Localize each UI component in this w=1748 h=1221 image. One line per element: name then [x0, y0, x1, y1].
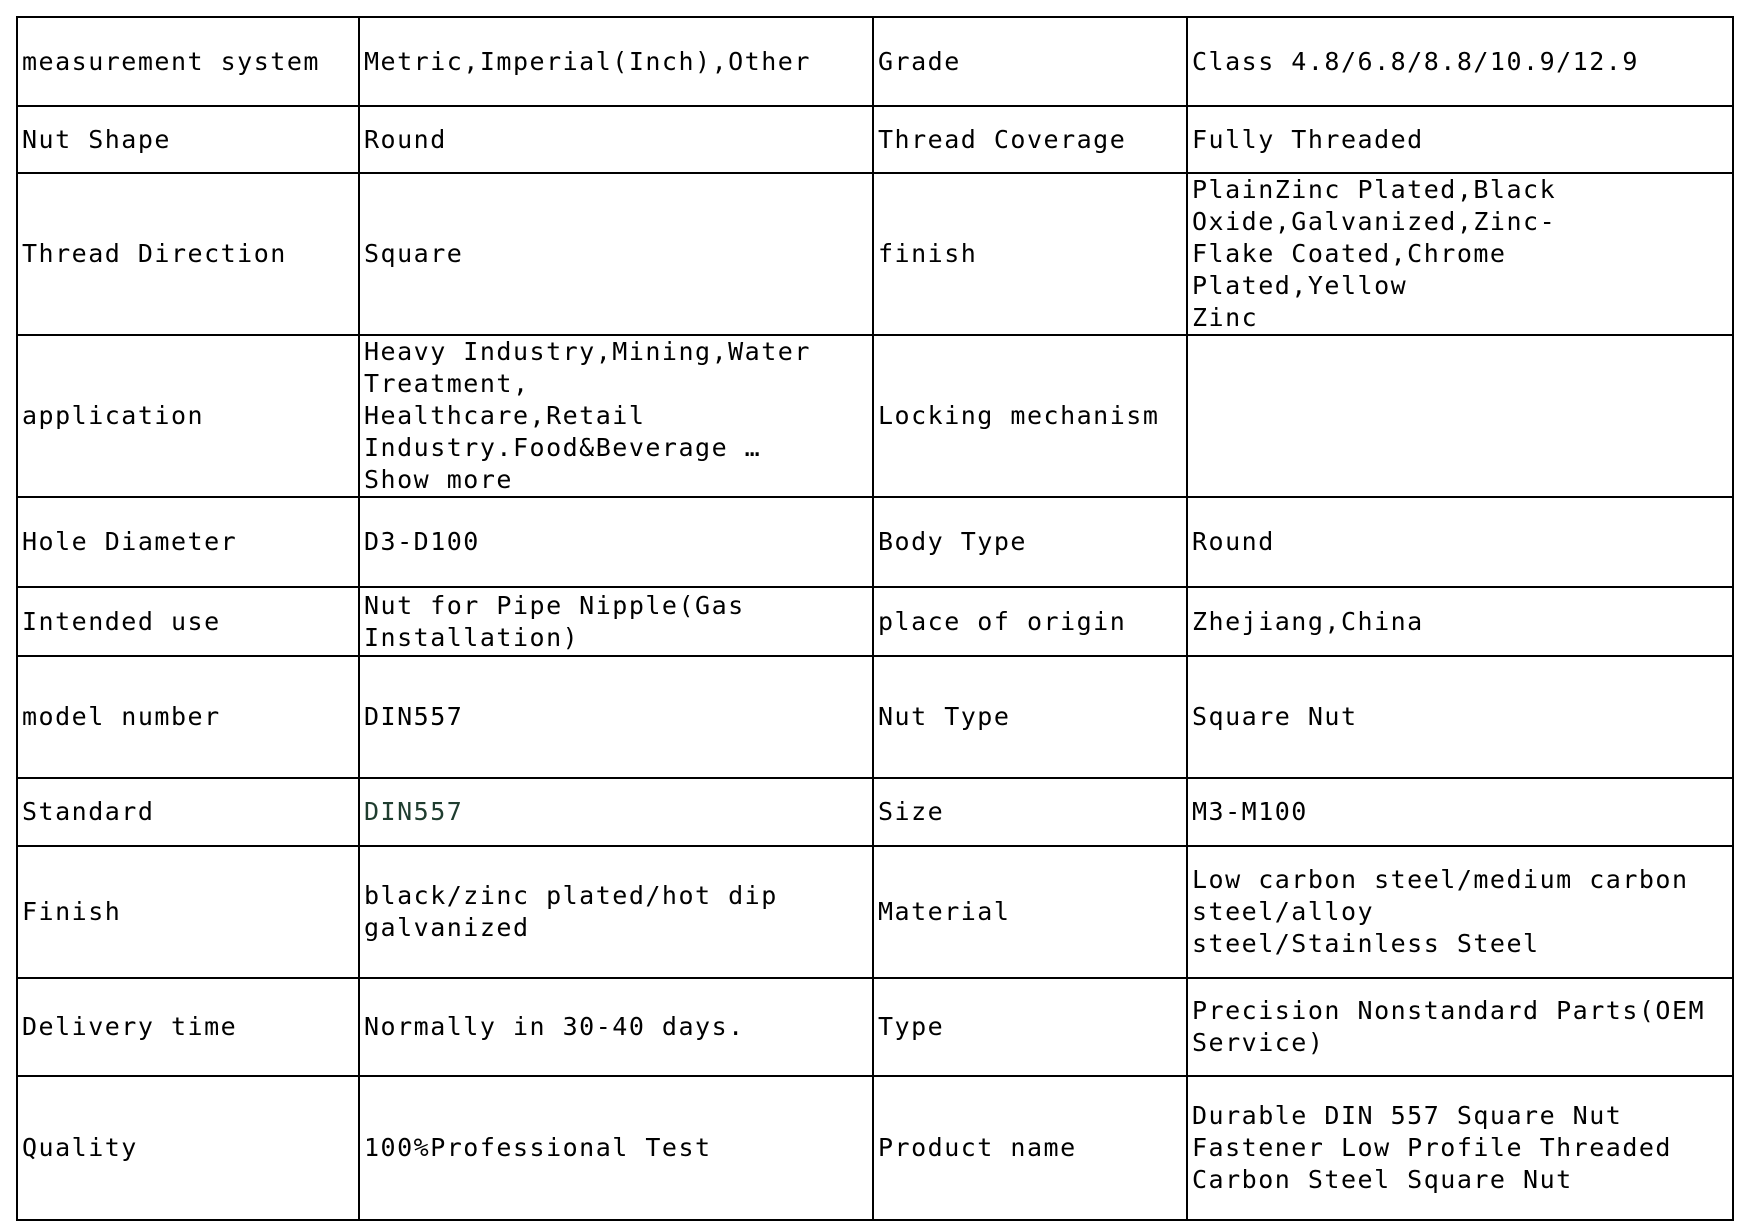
spec-value: Class 4.8/6.8/8.8/10.9/12.9 — [1187, 17, 1733, 106]
spec-label: place of origin — [873, 587, 1187, 656]
spec-label: Nut Type — [873, 656, 1187, 778]
spec-value: Round — [1187, 497, 1733, 587]
spec-label: measurement system — [17, 17, 359, 106]
spec-value: Square Nut — [1187, 656, 1733, 778]
spec-label: Hole Diameter — [17, 497, 359, 587]
table-row — [17, 656, 1733, 778]
spec-label: Body Type — [873, 497, 1187, 587]
spec-value: Heavy Industry,Mining,Water Treatment, Healthcare,Retail Industry.Food&Beverage … Show more — [359, 335, 873, 497]
spec-value: D3-D100 — [359, 497, 873, 587]
spec-value: Square — [359, 173, 873, 335]
spec-label: application — [17, 335, 359, 497]
table-row — [17, 778, 1733, 846]
spec-value: Fully Threaded — [1187, 106, 1733, 173]
spec-value: Durable DIN 557 Square Nut Fastener Low Profile Threaded Carbon Steel Square Nut — [1187, 1076, 1733, 1220]
spec-label: model number — [17, 656, 359, 778]
spec-value: M3-M100 — [1187, 778, 1733, 846]
spec-value: Nut for Pipe Nipple(Gas Installation) — [359, 587, 873, 656]
table-row — [17, 587, 1733, 656]
spec-label: finish — [873, 173, 1187, 335]
spec-value: Precision Nonstandard Parts(OEM Service) — [1187, 978, 1733, 1076]
table-row — [17, 106, 1733, 173]
product-spec-table — [16, 16, 1734, 1221]
spec-label: Thread Coverage — [873, 106, 1187, 173]
table-row — [17, 978, 1733, 1076]
spec-value: Zhejiang,China — [1187, 587, 1733, 656]
spec-label: Locking mechanism — [873, 335, 1187, 497]
table-row — [17, 173, 1733, 335]
spec-label: Standard — [17, 778, 359, 846]
spec-label: Quality — [17, 1076, 359, 1220]
spec-value — [1187, 335, 1733, 497]
spec-value: black/zinc plated/hot dip galvanized — [359, 846, 873, 978]
spec-label: Material — [873, 846, 1187, 978]
spec-label: Delivery time — [17, 978, 359, 1076]
table-row — [17, 1076, 1733, 1220]
spec-value: 100%Professional Test — [359, 1076, 873, 1220]
spec-label: Grade — [873, 17, 1187, 106]
spec-value: Metric,Imperial(Inch),Other — [359, 17, 873, 106]
table-row — [17, 846, 1733, 978]
spec-label: Finish — [17, 846, 359, 978]
spec-label: Intended use — [17, 587, 359, 656]
spec-value: DIN557 — [359, 778, 873, 846]
spec-label: Thread Direction — [17, 173, 359, 335]
spec-label: Type — [873, 978, 1187, 1076]
spec-label: Product name — [873, 1076, 1187, 1220]
spec-value: Low carbon steel/medium carbon steel/alloy steel/Stainless Steel — [1187, 846, 1733, 978]
table-row — [17, 17, 1733, 106]
spec-value: DIN557 — [359, 656, 873, 778]
spec-label: Nut Shape — [17, 106, 359, 173]
spec-value: Round — [359, 106, 873, 173]
spec-value: PlainZinc Plated,Black Oxide,Galvanized,Zinc- Flake Coated,Chrome Plated,Yellow Zinc — [1187, 173, 1733, 335]
table-row — [17, 335, 1733, 497]
spec-value: Normally in 30-40 days. — [359, 978, 873, 1076]
table-row — [17, 497, 1733, 587]
spec-label: Size — [873, 778, 1187, 846]
